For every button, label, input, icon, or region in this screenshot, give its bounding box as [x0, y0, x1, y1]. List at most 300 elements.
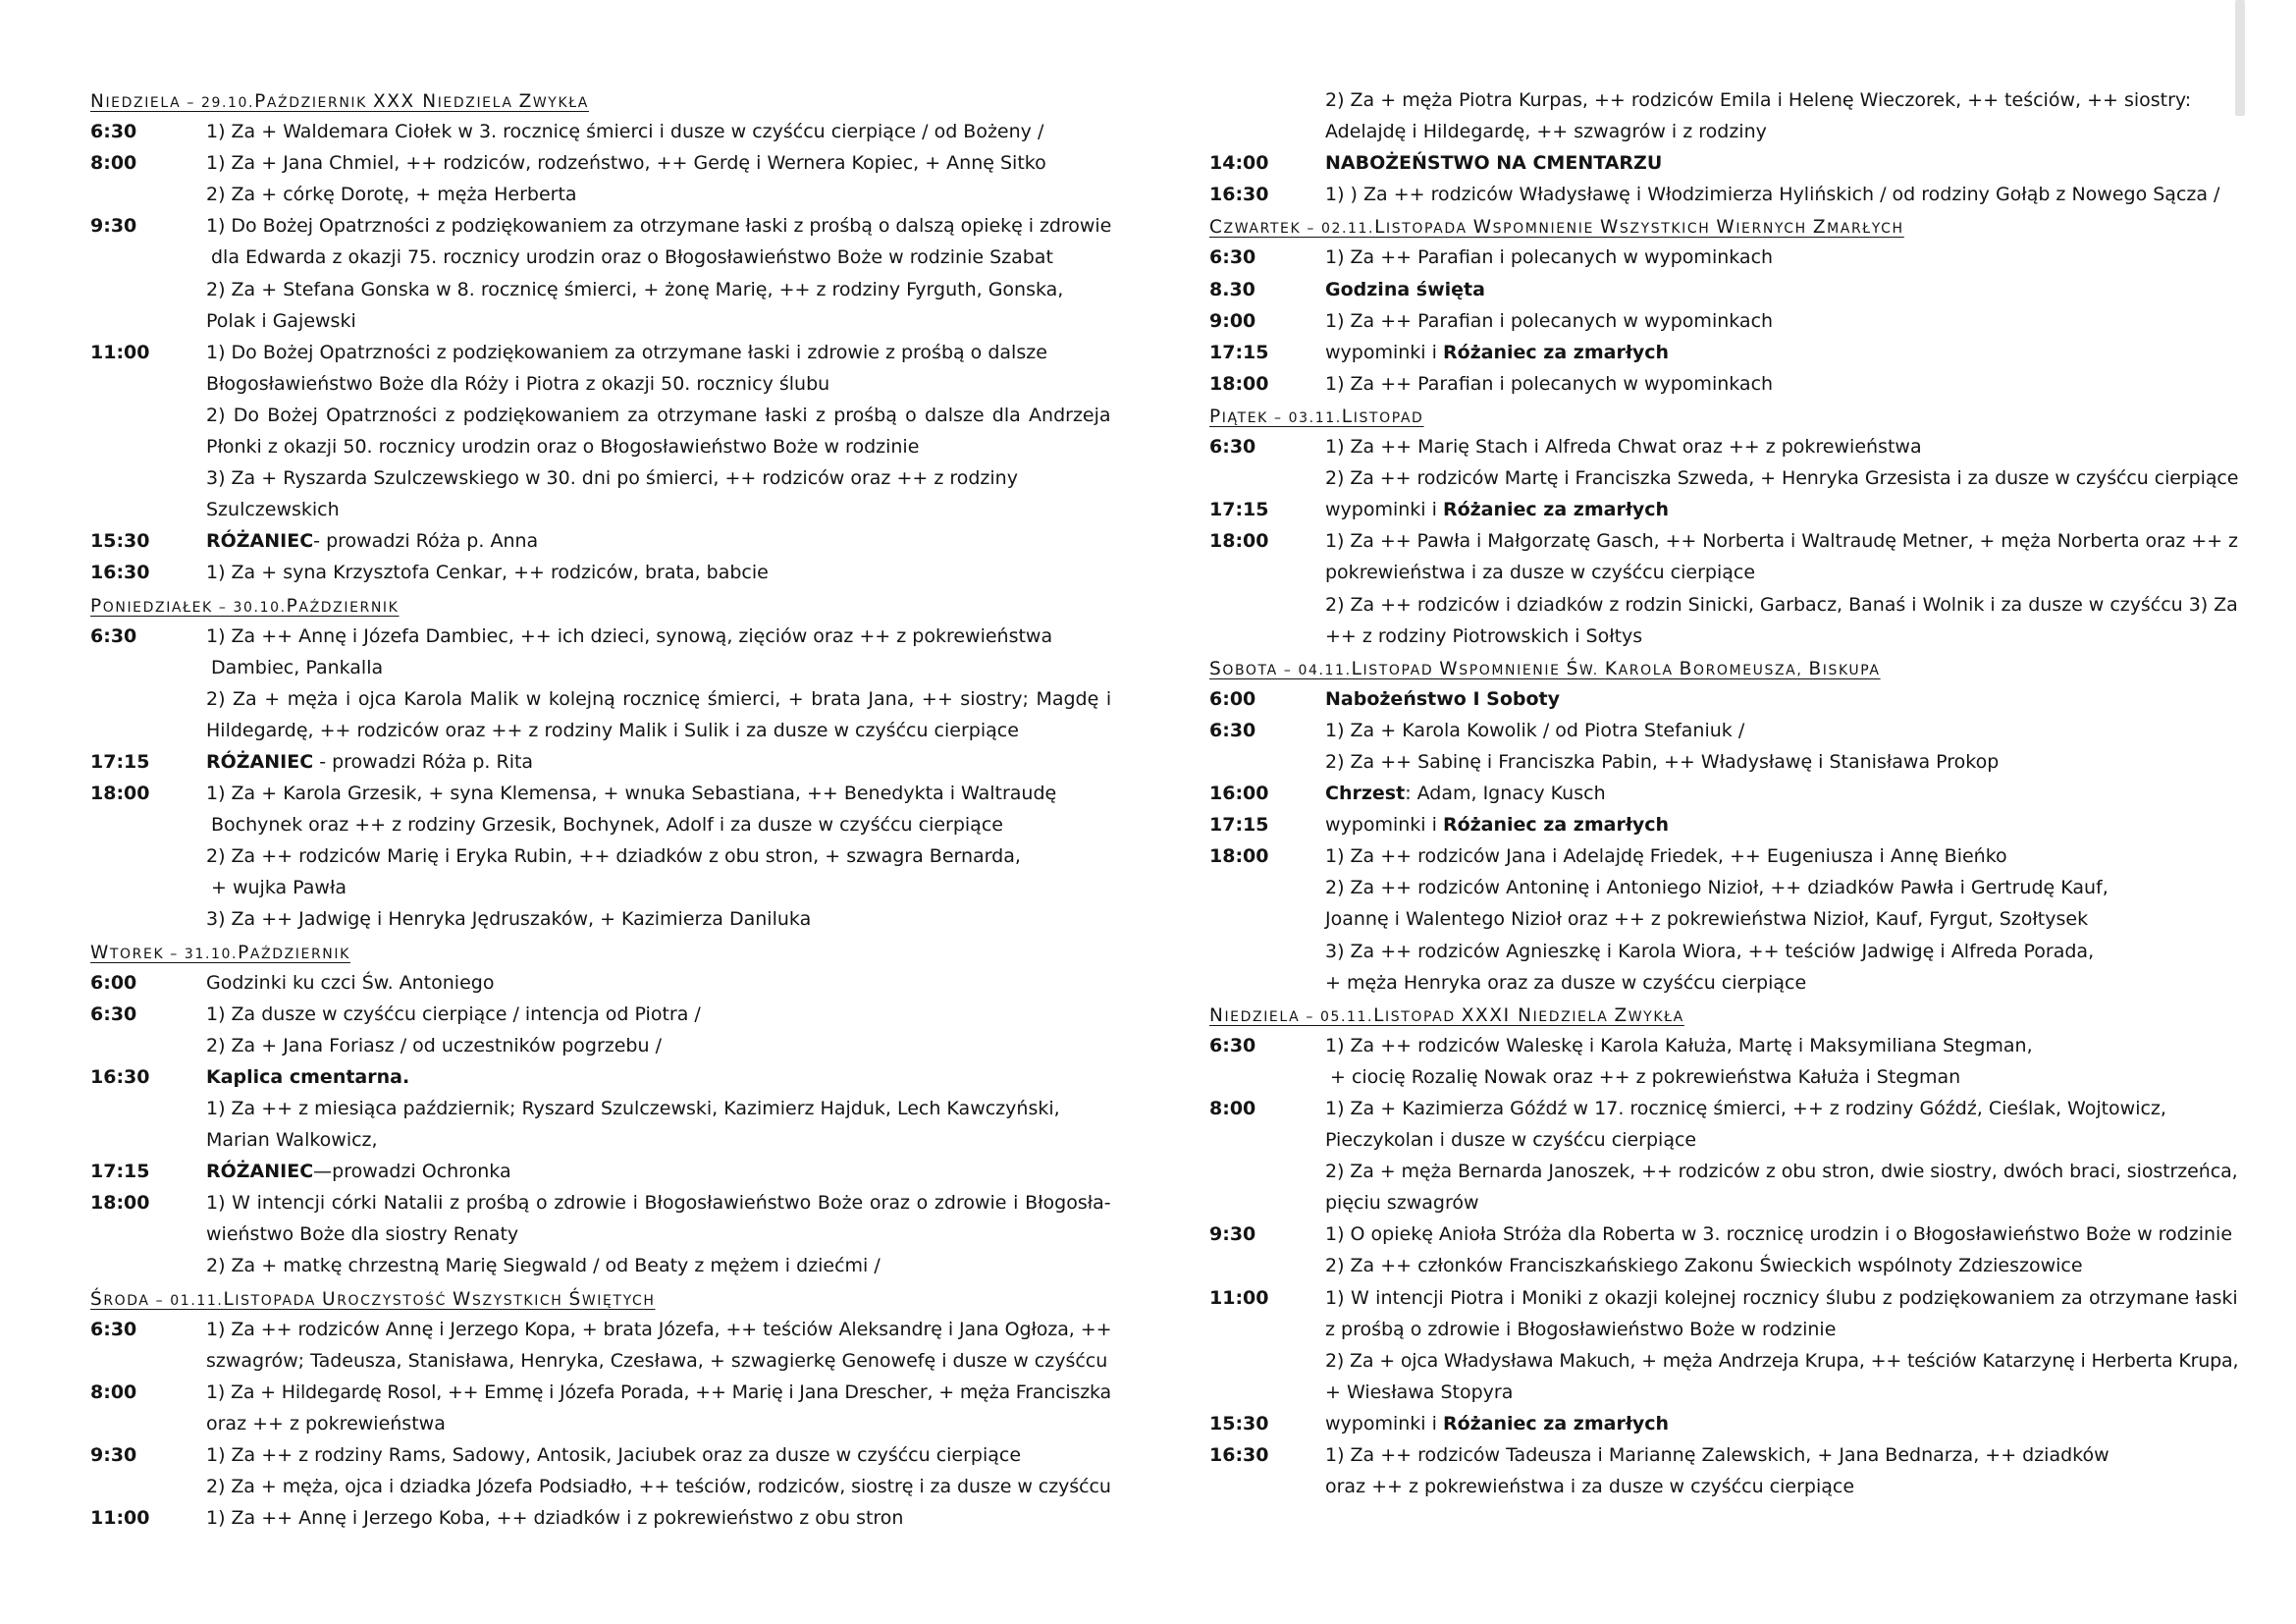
- heading-part: Z: [1614, 1004, 1629, 1026]
- intention-body: 2) Za + matkę chrzestną Marię Siegwald / od Beaty z mężem i dziećmi /: [206, 1255, 881, 1277]
- intention-body: 2) Za ++ rodziców Marię i Eryka Rubin, ++ dziadków z obu stron, + szwagra Bernarda,: [206, 845, 1021, 868]
- mass-time: 6:30: [90, 121, 137, 143]
- mass-entry: [1209, 840, 2238, 872]
- mass-entry: [90, 557, 1111, 588]
- heading-part: TOREK – 31.10.: [109, 946, 239, 962]
- mass-entry-continuation: [90, 400, 1111, 431]
- heading-part: AŹDZIERNIK: [266, 95, 373, 111]
- intention-text: [206, 1250, 881, 1281]
- heading-part: W: [1472, 217, 1493, 239]
- intention-text: [1325, 1377, 1513, 1408]
- mass-time: 16:30: [90, 1065, 150, 1088]
- mass-entry: [1209, 305, 2238, 337]
- intention-text: [1325, 1439, 2109, 1471]
- mass-entry: [90, 1377, 1111, 1408]
- intention-body: 1) Za + Jana Chmiel, ++ rodziców, rodzeństwo, ++ Gerdę i Wernera Kopiec, + Annę Sitko: [206, 152, 1046, 175]
- intention-text: [206, 1093, 1060, 1124]
- intention-body: 3) Za ++ Jadwigę i Henryka Jędruszaków, + Kazimierza Daniluka: [206, 908, 812, 931]
- intention-text: [206, 179, 577, 210]
- intention-text: [206, 431, 919, 462]
- event-title: Różaniec za zmarłych: [1442, 1412, 1670, 1435]
- intention-body: 2) Za + ojca Władysława Makuch, + męża Andrzeja Krupa, ++ teściów Katarzynę i Herberta Krupa,: [1325, 1349, 2239, 1372]
- intention-body: 1) Za ++ Parafian i polecanych w wypominkach: [1325, 372, 1774, 395]
- intention-body: Bochynek oraz ++ z rodziny Grzesik, Bochynek, Adolf i za dusze w czyśćcu cierpiące: [211, 814, 1003, 837]
- heading-part: IEDZIELA – 05.11.: [1224, 1008, 1374, 1025]
- heading-part: Z: [518, 91, 533, 112]
- intention-text: [206, 1218, 518, 1250]
- mass-time: 14:00: [1209, 152, 1269, 175]
- event-title: Godzina święta: [1325, 278, 1485, 300]
- intention-body: 1) Do Bożej Opatrzności z podziękowaniem za otrzymane łaski z prośbą o dalszą opiekę i zdrowie: [206, 215, 1112, 238]
- mass-entry: [90, 116, 1111, 147]
- mass-entry: [90, 778, 1111, 809]
- day-heading-text: [90, 91, 589, 112]
- intention-body: 1) Za ++ rodziców Jana i Adelajdę Friedek, ++ Eugeniusza i Annę Bieńko: [1325, 845, 2007, 868]
- heading-part: IĄTEK – 03.11.: [1221, 409, 1342, 426]
- mass-time: 17:15: [1209, 341, 1269, 363]
- mass-entry: [1209, 242, 2238, 273]
- mass-entry-continuation: [90, 683, 1111, 715]
- heading-part: W: [1599, 217, 1620, 239]
- heading-part: L: [1351, 658, 1363, 679]
- intention-body: 1) Za ++ z miesiąca październik; Ryszard Szulczewski, Kazimierz Hajduk, Lech Kawczyński,: [206, 1098, 1060, 1119]
- intention-text: [1325, 936, 2094, 967]
- heading-part: IEDZIELA: [437, 95, 519, 111]
- mass-entry-continuation: [90, 840, 1111, 872]
- intention-body: szwagrów; Tadeusza, Stanisława, Henryka, Czesława, + szwagierkę Genowefę i dusze w czyśćcu: [206, 1349, 1108, 1372]
- heading-part: P: [238, 942, 250, 963]
- heading-part: AŹDZIERNIK: [298, 599, 400, 616]
- heading-part: N: [1209, 1004, 1225, 1026]
- mass-entry-continuation: [1209, 903, 2238, 935]
- intention-body: 1) Za + syna Krzysztofa Cenkar, ++ rodziców, brata, babcie: [206, 562, 769, 584]
- event-title: Różaniec za zmarłych: [1442, 814, 1670, 837]
- mass-entry: [1209, 147, 2238, 179]
- intention-text: [206, 557, 769, 588]
- column-right: [1209, 84, 2238, 1502]
- intention-text: [1325, 274, 1485, 305]
- mass-entry-continuation: [90, 903, 1111, 935]
- mass-time: 17:15: [90, 1161, 150, 1183]
- heading-part: XXXI N: [1461, 1004, 1533, 1026]
- mass-entry-continuation: [1209, 1061, 2238, 1093]
- mass-entry: [90, 1502, 1111, 1534]
- mass-entry-continuation: [1209, 116, 2238, 147]
- intention-body: Pieczykolan i dusze w czyśćcu cierpiące: [1325, 1129, 1697, 1152]
- intention-body: 2) Za ++ rodziców Antoninę i Antoniego Nizioł, ++ dziadków Pawła i Gertrudę Kauf,: [1325, 877, 2109, 899]
- mass-entry-continuation: [1209, 621, 2238, 652]
- mass-entry: [90, 337, 1111, 368]
- intention-text: [1325, 1282, 2238, 1314]
- intention-body: 3) Za + Ryszarda Szulczewskiego w 30. dni po śmierci, ++ rodziców oraz ++ z rodziny: [206, 467, 1018, 490]
- mass-entry-continuation: [90, 652, 1111, 683]
- mass-entry: [1209, 179, 2238, 210]
- intention-text: [206, 715, 1019, 746]
- heading-part: ISTOPADA: [1386, 221, 1473, 238]
- heading-part: Ś: [90, 1288, 104, 1310]
- event-title: Kaplica cmentarna.: [206, 1065, 410, 1088]
- intention-text: [1325, 431, 1922, 462]
- mass-entry: [1209, 1282, 2238, 1314]
- intention-text: [1325, 903, 2088, 935]
- intention-body: Godzinki ku czci Św. Antoniego: [206, 971, 495, 994]
- heading-part: Ś: [568, 1288, 582, 1310]
- mass-entry-continuation: [1209, 1345, 2238, 1377]
- intention-text: [206, 1471, 1111, 1502]
- intention-body: 2) Za + męża, ojca i dziadka Józefa Podsiadło, ++ teściów, rodziców, siostrę i za dusze w czyśćcu: [206, 1476, 1111, 1498]
- mass-entry: [90, 210, 1111, 242]
- intention-text: [206, 1156, 511, 1187]
- day-heading: [1209, 400, 2238, 431]
- intention-body: 1) Do Bożej Opatrzności z podziękowaniem za otrzymane łaski i zdrowie z prośbą o dalsze: [206, 341, 1047, 363]
- mass-entry: [1209, 368, 2238, 400]
- heading-part: L: [1374, 217, 1387, 239]
- heading-part: Ś: [1566, 658, 1579, 679]
- intention-text: [206, 337, 1047, 368]
- intention-prefix: wypominki i: [1325, 341, 1443, 363]
- mass-time: 17:15: [1209, 499, 1269, 521]
- heading-part: W: [453, 1288, 472, 1310]
- mass-entry-continuation: [1209, 462, 2238, 494]
- heading-part: P: [1209, 406, 1222, 427]
- mass-entry-continuation: [1209, 1250, 2238, 1281]
- mass-time: 6:00: [90, 971, 137, 994]
- intention-body: 2) Za ++ Sabinę i Franciszka Pabin, ++ Władysławę i Stanisława Prokop: [1325, 750, 2000, 773]
- mass-entry-continuation: [90, 305, 1111, 337]
- intention-body: 1) Za dusze w czyśćcu cierpiące / intencja od Piotra /: [206, 1002, 701, 1025]
- heading-part: ISTOPAD: [1385, 1008, 1462, 1025]
- intention-body: 2) Za + Jana Foriasz / od uczestników pogrzebu /: [206, 1034, 662, 1056]
- heading-part: IEDZIELA: [1532, 1008, 1615, 1025]
- intention-body: dla Edwarda z okazji 75. rocznicy urodzin oraz o Błogosławieństwo Boże w rodzinie Szabat: [211, 246, 1053, 269]
- intention-body: 1) Za ++ rodziców Tadeusza i Mariannę Zalewskich, + Jana Bednarza, ++ dziadków: [1325, 1444, 2109, 1467]
- intention-text: [206, 305, 356, 337]
- intention-text: [206, 147, 1046, 179]
- heading-part: ZWARTEK – 02.11.: [1223, 221, 1375, 238]
- mass-entry-continuation: [1209, 967, 2238, 999]
- mass-entry-continuation: [90, 242, 1111, 273]
- intention-text: [1325, 368, 1773, 400]
- intention-text: [211, 872, 347, 903]
- mass-entry-continuation: [90, 872, 1111, 903]
- intention-body: 1) Za ++ rodziców Waleskę i Karola Kałuża, Martę i Maksymiliana Stegman,: [1325, 1034, 2033, 1056]
- intention-text: [206, 494, 340, 525]
- intention-text: [206, 903, 811, 935]
- mass-entry: [1209, 683, 2238, 715]
- heading-part: C: [1209, 217, 1224, 239]
- mass-entry-continuation: [1209, 1124, 2238, 1156]
- mass-time: 11:00: [90, 341, 150, 363]
- day-heading-text: [90, 596, 399, 617]
- intention-text: [1325, 1250, 2083, 1281]
- intention-text: [1325, 116, 1767, 147]
- mass-entry-continuation: [90, 1408, 1111, 1439]
- mass-time: 6:30: [90, 1002, 137, 1025]
- mass-time: 8:00: [90, 1380, 137, 1403]
- mass-entry-continuation: [90, 462, 1111, 494]
- intention-text: [206, 778, 1056, 809]
- mass-entry-continuation: [1209, 872, 2238, 903]
- heading-part: XXX N: [372, 91, 438, 112]
- scrollbar[interactable]: [2235, 0, 2245, 116]
- mass-entry: [1209, 1030, 2238, 1061]
- mass-entry: [90, 999, 1111, 1030]
- intention-body: 1) Za ++ z rodziny Rams, Sadowy, Antosik, Jaciubek oraz za dusze w czyśćcu cierpiące: [206, 1444, 1022, 1467]
- heading-part: P: [286, 595, 299, 617]
- intention-text: [206, 1314, 1111, 1345]
- mass-entry: [1209, 1408, 2238, 1439]
- mass-time: 15:30: [90, 530, 150, 553]
- event-title: NABOŻEŃSTWO NA CMENTARZU: [1325, 152, 1663, 175]
- intention-text: [1325, 1218, 2232, 1250]
- mass-entry: [1209, 715, 2238, 746]
- heading-part: OBOTA – 04.11.: [1222, 662, 1352, 678]
- intention-body: 3) Za ++ rodziców Agnieszkę i Karola Wiora, ++ teściów Jadwigę i Alfreda Porada,: [1325, 940, 2095, 962]
- mass-time: 8.30: [1209, 278, 1255, 300]
- intention-body: 1) O opiekę Anioła Stróża dla Roberta w 3. rocznicę urodzin i o Błogosławieństwo Boże w rodzinie: [1325, 1223, 2233, 1246]
- mass-entry-continuation: [1209, 1156, 2238, 1187]
- intention-text: [1330, 1061, 1960, 1093]
- intention-text: [1325, 525, 2238, 557]
- mass-time: 6:00: [1209, 687, 1256, 710]
- heading-part: AŹDZIERNIK: [249, 946, 350, 962]
- mass-entry-continuation: [90, 1345, 1111, 1377]
- heading-part: ISTOPAD: [1362, 662, 1440, 678]
- intention-prefix: wypominki i: [1325, 814, 1443, 837]
- mass-entry: [1209, 525, 2238, 557]
- intention-text: [1325, 746, 1999, 778]
- column-left: [90, 84, 1111, 1534]
- mass-time: 6:30: [1209, 719, 1256, 741]
- mass-time: 18:00: [90, 783, 150, 805]
- mass-entry-continuation: [90, 1250, 1111, 1281]
- heading-part: P: [90, 595, 103, 617]
- intention-text: [206, 683, 1111, 715]
- event-title: Różaniec za zmarłych: [1442, 499, 1670, 521]
- heading-part: K: [1604, 658, 1619, 679]
- day-heading: [1209, 999, 2238, 1030]
- event-title: RÓŻANIEC: [206, 530, 314, 553]
- intention-text: [1325, 337, 1669, 368]
- intention-text: [206, 1124, 378, 1156]
- mass-entry: [90, 1439, 1111, 1471]
- mass-entry-continuation: [1209, 1471, 2238, 1502]
- intention-body: 1) Za + Karola Grzesik, + syna Klemensa, + wnuka Sebastiana, ++ Benedykta i Waltraudę: [206, 783, 1057, 805]
- mass-entry: [1209, 337, 2238, 368]
- event-title: RÓŻANIEC: [206, 1161, 314, 1183]
- intention-text: [206, 1030, 662, 1061]
- event-title: Chrzest: [1325, 783, 1406, 805]
- intention-text: [206, 1061, 409, 1093]
- intention-body: Szulczewskich: [206, 499, 340, 521]
- intention-text: [206, 1502, 903, 1534]
- event-title: Różaniec za zmarłych: [1442, 341, 1670, 363]
- intention-body: 1) W intencji córki Natalii z prośbą o zdrowie i Błogosławieństwo Boże oraz o zdrowie i Błogosła-: [206, 1192, 1111, 1215]
- mass-time: 16:30: [1209, 184, 1269, 206]
- intention-body: 1) Za ++ Parafian i polecanych w wypominkach: [1325, 309, 1774, 332]
- heading-part: B: [1679, 658, 1693, 679]
- intention-text: [1325, 1093, 2166, 1124]
- intention-prefix: wypominki i: [1325, 1412, 1443, 1435]
- mass-time: 16:30: [90, 562, 150, 584]
- heading-part: WYKŁA: [1628, 1008, 1684, 1025]
- intention-text: [206, 621, 1052, 652]
- mass-entry-continuation: [1209, 746, 2238, 778]
- intention-body: 1) W intencji Piotra i Moniki z okazji kolejnej rocznicy ślubu z podziękowaniem za otrzymane łaski: [1325, 1286, 2238, 1309]
- intention-text: [211, 242, 1053, 273]
- mass-entry-continuation: [90, 274, 1111, 305]
- heading-part: B: [1808, 658, 1823, 679]
- heading-part: ISKUPA: [1822, 662, 1881, 678]
- intention-body: 2) Za + córkę Dorotę, + męża Herberta: [206, 184, 577, 206]
- heading-part: OROMEUSZA,: [1692, 662, 1809, 678]
- mass-entry-continuation: [1209, 557, 2238, 588]
- intention-body: pokrewieństwa i za dusze w czyśćcu cierpiące: [1325, 562, 1756, 584]
- mass-time: 18:00: [1209, 845, 1269, 868]
- intention-text: [206, 999, 701, 1030]
- heading-part: S: [1209, 658, 1223, 679]
- heading-part: W: [90, 942, 110, 963]
- intention-body: + wujka Pawła: [211, 877, 347, 899]
- intention-body: Polak i Gajewski: [206, 309, 356, 332]
- intention-text: [1325, 494, 1669, 525]
- intention-body: Płonki z okazji 50. rocznicy urodzin oraz o Błogosławieństwo Boże w rodzinie: [206, 436, 920, 459]
- mass-entry-continuation: [1209, 1314, 2238, 1345]
- day-heading-text: [1209, 406, 1423, 427]
- mass-entry-continuation: [90, 1471, 1111, 1502]
- intention-body: 1) Za ++ Pawła i Małgorzatę Gasch, ++ Norberta i Waltraudę Metner, + męża Norberta oraz ++ z: [1325, 530, 2238, 553]
- heading-part: SPOMNIENIE: [1459, 662, 1567, 678]
- intention-text: [1325, 1345, 2238, 1377]
- intention-body: 2) Za + Stefana Gonska w 8. rocznicę śmierci, + żonę Marię, ++ z rodziny Fyrguth, Gonska,: [206, 278, 1064, 300]
- intention-text: [206, 368, 829, 400]
- heading-part: Z: [1812, 217, 1828, 239]
- day-heading: [1209, 652, 2238, 683]
- mass-entry-continuation: [90, 1124, 1111, 1156]
- intention-text: [1325, 147, 1662, 179]
- intention-text: [206, 967, 494, 999]
- intention-body: 1) Za ++ Parafian i polecanych w wypominkach: [1325, 246, 1774, 269]
- heading-part: AROLA: [1618, 662, 1680, 678]
- intention-body: oraz ++ z pokrewieństwa: [206, 1412, 446, 1435]
- intention-prefix: wypominki i: [1325, 499, 1443, 521]
- intention-text: [1325, 872, 2109, 903]
- intention-text: [1325, 462, 2238, 494]
- heading-part: SZYSTKICH: [1619, 221, 1717, 238]
- heading-part: P: [254, 91, 267, 112]
- mass-time: 6:30: [1209, 436, 1256, 459]
- intention-text: [206, 1187, 1111, 1218]
- heading-part: MARŁYCH: [1827, 221, 1904, 238]
- mass-entry: [1209, 1439, 2238, 1471]
- intention-text: [211, 652, 383, 683]
- mass-entry-continuation: [1209, 936, 2238, 967]
- mass-entry: [1209, 431, 2238, 462]
- intention-text: [206, 1408, 446, 1439]
- intention-body: + ciocię Rozalię Nowak oraz ++ z pokrewieństwa Kałuża i Stegman: [1330, 1065, 1961, 1088]
- mass-time: 8:00: [90, 152, 137, 175]
- mass-time: 6:30: [90, 1318, 137, 1340]
- mass-time: 16:30: [1209, 1444, 1269, 1467]
- intention-body: 2) Za ++ członków Franciszkańskiego Zakonu Świeckich wspólnoty Zdzieszowice: [1325, 1255, 2083, 1277]
- intention-body: 2) Za + męża i ojca Karola Malik w kolejną rocznicę śmierci, + brata Jana, ++ siostry; Magdę i: [206, 687, 1112, 710]
- intention-body: Hildegardę, ++ rodziców oraz ++ z rodziny Malik i Sulik i za dusze w czyśćcu cierpiące: [206, 719, 1019, 741]
- heading-part: W: [1439, 658, 1460, 679]
- mass-entry-continuation: [1209, 84, 2238, 116]
- intention-text: [206, 840, 1021, 872]
- mass-time: 9:30: [90, 1444, 137, 1467]
- heading-part: L: [223, 1288, 236, 1310]
- mass-time: 15:30: [1209, 1412, 1269, 1435]
- intention-text: [1325, 683, 1560, 715]
- mass-time: 17:15: [90, 750, 150, 773]
- intention-text: [1325, 809, 1669, 840]
- intention-body: 2) Za ++ rodziców Martę i Franciszka Szweda, + Henryka Grzesista i za dusze w czyśćcu cierpiące: [1325, 467, 2239, 490]
- intention-text: [1325, 305, 1773, 337]
- heading-part: SPOMNIENIE: [1492, 221, 1600, 238]
- mass-entry: [1209, 1218, 2238, 1250]
- day-heading-text: [90, 1289, 656, 1310]
- day-heading-text: [90, 943, 350, 963]
- mass-time: 6:30: [1209, 1034, 1256, 1056]
- intention-text: [1325, 1314, 1836, 1345]
- heading-part: W.: [1578, 662, 1605, 678]
- intention-text: [1325, 1124, 1696, 1156]
- mass-entry: [90, 1156, 1111, 1187]
- intention-body: Dambiec, Pankalla: [211, 656, 384, 678]
- mass-time: 8:00: [1209, 1098, 1256, 1119]
- mass-entry-continuation: [1209, 589, 2238, 621]
- mass-entry: [1209, 809, 2238, 840]
- intention-text: [206, 462, 1018, 494]
- intention-body: 1) Za + Kazimierza Góźdź w 17. rocznicę śmierci, ++ z rodziny Góźdź, Cieślak, Wojtowicz,: [1325, 1098, 2166, 1119]
- heading-part: W: [1716, 217, 1736, 239]
- mass-entry-continuation: [90, 494, 1111, 525]
- mass-entry: [1209, 494, 2238, 525]
- heading-part: ROCZYSTOŚĆ: [337, 1292, 454, 1309]
- mass-entry: [90, 1314, 1111, 1345]
- mass-time: 16:00: [1209, 783, 1269, 805]
- day-heading: [90, 84, 1111, 116]
- mass-entry: [90, 1187, 1111, 1218]
- intention-body: pięciu szwagrów: [1325, 1192, 1479, 1215]
- mass-entry-continuation: [90, 431, 1111, 462]
- intention-body: : Adam, Ignacy Kusch: [1405, 783, 1606, 805]
- intention-text: [206, 400, 1111, 431]
- mass-time: 18:00: [90, 1192, 150, 1215]
- intention-text: [1325, 1471, 1854, 1502]
- intention-body: Joannę i Walentego Nizioł oraz ++ z pokrewieństwa Nizioł, Kauf, Fyrgut, Szołtysek: [1325, 908, 2089, 931]
- intention-body: wieństwo Boże dla siostry Renaty: [206, 1223, 519, 1246]
- mass-entry: [90, 746, 1111, 778]
- mass-time: 17:15: [1209, 814, 1269, 837]
- day-heading: [1209, 210, 2238, 242]
- mass-time: 9:30: [90, 215, 137, 238]
- intention-body: 1) Za ++ Marię Stach i Alfreda Chwat oraz ++ z pokrewieństwa: [1325, 436, 1922, 459]
- mass-time: 6:30: [90, 624, 137, 647]
- event-title: Nabożeństwo I Soboty: [1325, 687, 1561, 710]
- intention-text: [206, 1377, 1111, 1408]
- intention-text: [1325, 1408, 1669, 1439]
- heading-part: RODA – 01.11.: [103, 1292, 224, 1309]
- intention-text: [1325, 179, 2219, 210]
- intention-body: Adelajdę i Hildegardę, ++ szwagrów i z rodziny: [1325, 121, 1767, 143]
- intention-text: [1325, 84, 2191, 116]
- mass-entry: [90, 1061, 1111, 1093]
- intention-body: - prowadzi Róża p. Rita: [313, 750, 534, 773]
- intention-body: + Wiesława Stopyra: [1325, 1380, 1514, 1403]
- heading-part: U: [322, 1288, 338, 1310]
